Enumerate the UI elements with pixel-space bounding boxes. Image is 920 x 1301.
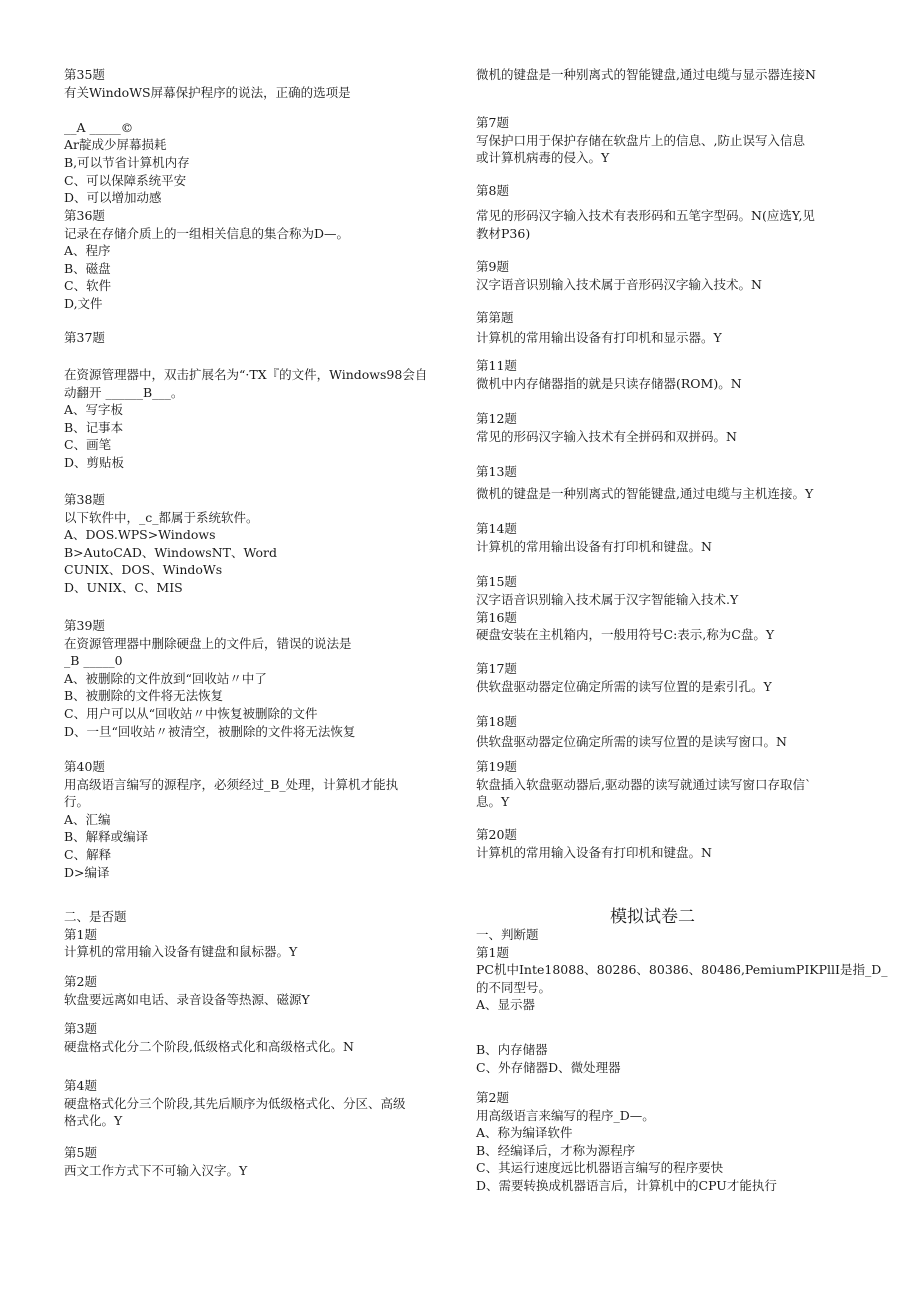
- text-line: 硬盘安装在主机箱内，一般用符号C:表示,称为C盘。Y: [476, 627, 775, 643]
- question-block-j13: [476, 463, 886, 481]
- text-line: _B _____0: [64, 653, 123, 669]
- text-line: A、写字板: [64, 402, 124, 418]
- text-line: 一、判断题: [476, 927, 539, 942]
- question-block-q36: [64, 207, 464, 313]
- text-line: 动翻开 ______B___。: [64, 384, 184, 400]
- text-line: B>AutoCAD、WindowsNT、Word: [64, 544, 277, 560]
- text-line: C、可以保障系统平安: [64, 172, 187, 188]
- text-line: 有关WindoWS屏幕保护程序的说法，正确的选项是: [64, 84, 351, 100]
- question-block-j12: [476, 410, 886, 445]
- text-line: 第13题: [476, 464, 517, 479]
- text-line: B、解释或编译: [64, 829, 149, 845]
- question-block-j19: [476, 758, 886, 811]
- text-line: 第38题: [64, 492, 105, 507]
- question-block-j17: [476, 660, 886, 695]
- text-line: 在资源管理器中删除硬盘上的文件后，错误的说法是: [64, 635, 352, 651]
- text-line: 微机中内存储器指的就是只读存储器(ROM)。N: [476, 375, 742, 391]
- text-line: C、其运行速度远比机器语言编写的程序要快: [476, 1160, 724, 1176]
- text-line: 供软盘驱动器定位确定所需的读写位置的是读写窗口。N: [476, 734, 787, 749]
- text-line: 用高级语言编写的源程序，必须经过_B_处理，计算机才能执: [64, 776, 399, 792]
- text-line: 第12题: [476, 411, 517, 426]
- text-line: D、剪贴板: [64, 454, 125, 470]
- text-line: 教材P36): [476, 225, 531, 241]
- text-line: 的不同型号。: [476, 979, 552, 995]
- text-line: 第2题: [476, 1090, 509, 1105]
- question-block-j14: [476, 520, 886, 555]
- question-block-j13b: [476, 485, 886, 503]
- text-line: 第16题: [476, 609, 517, 625]
- text-line: 二、是否题: [64, 909, 127, 924]
- text-line: 第8题: [476, 183, 509, 198]
- text-line: __A _____©: [64, 119, 134, 135]
- question-block-q35: [64, 66, 464, 207]
- text-line: 写保护口用于保护存储在软盘片上的信息、,防止误写入信息: [476, 132, 805, 148]
- question-block-j9: [476, 258, 886, 293]
- text-line: B、被删除的文件将无法恢复: [64, 688, 224, 704]
- text-line: 第2题: [64, 974, 97, 989]
- text-line: A、汇编: [64, 811, 111, 827]
- text-line: 第18题: [476, 714, 517, 729]
- text-line: 供软盘驱动器定位确定所需的读写位置的是索引孔。Y: [476, 678, 772, 694]
- question-block-j10b: [476, 329, 886, 347]
- text-line: 以下软件中，_c_都属于系统软件。: [64, 509, 259, 525]
- text-line: 第39题: [64, 618, 105, 633]
- question-block-j3: [64, 1020, 464, 1055]
- text-line: C、解释: [64, 846, 112, 862]
- question-block-j20: [476, 826, 886, 861]
- text-line: 行。: [64, 794, 90, 810]
- text-line: 计算机的常用输入设备有键盘和鼠标器。Y: [64, 944, 298, 960]
- text-line: Ar靛成少屏幕损耗: [64, 137, 167, 153]
- text-line: B、磁盘: [64, 260, 111, 276]
- text-line: D、可以增加动感: [64, 190, 162, 206]
- question-block-j8: [476, 182, 886, 200]
- text-line: B,可以节省计算机内存: [64, 154, 190, 170]
- text-line: C、画笔: [64, 437, 112, 453]
- text-line: C、外存储器D、微处理器: [476, 1059, 621, 1075]
- text-line: 硬盘格式化分二个阶段,低级格式化和高级格式化。N: [64, 1038, 354, 1054]
- text-line: 微机的键盘是一种别离式的智能键盘,通过电缆与主机连接。Y: [476, 486, 814, 501]
- exam-title: 模拟试卷二: [610, 907, 695, 927]
- question-block-j4: [64, 1077, 464, 1130]
- text-line: 计算机的常用输出设备有打印机和键盘。N: [476, 538, 712, 554]
- text-line: 息。Y: [476, 794, 510, 810]
- text-line: 第35题: [64, 67, 105, 82]
- text-line: 汉字语音识别输入技术属于汉字智能输入技术.Y: [476, 592, 739, 607]
- text-line: 在资源管理器中，双击扩展名为“·TX『的文件，Windows98会自: [64, 367, 428, 382]
- text-line: 硬盘格式化分三个阶段,其先后顺序为低级格式化、分区、高级: [64, 1095, 406, 1111]
- text-line: B、记事本: [64, 419, 124, 435]
- text-line: A、被删除的文件放到“回收站〃中了: [64, 670, 267, 686]
- text-line: 第14题: [476, 521, 517, 536]
- text-line: 第15题: [476, 574, 517, 589]
- text-line: C、软件: [64, 278, 112, 294]
- text-line: 第19题: [476, 759, 517, 774]
- text-line: A、显示器: [476, 997, 536, 1013]
- text-line: A、称为编译软件: [476, 1125, 573, 1141]
- question-block-sec2: [64, 908, 464, 961]
- text-line: 记录在存储介质上的一组相关信息的集合称为D—。: [64, 225, 350, 241]
- text-line: 第5题: [64, 1145, 97, 1160]
- question-block-k2: [476, 1089, 886, 1195]
- text-line: 第7题: [476, 115, 509, 130]
- text-line: 第1题: [476, 944, 509, 960]
- text-line: 汉字语音识别输入技术属于音形码汉字输入技术。N: [476, 276, 762, 292]
- text-line: A、程序: [64, 243, 111, 259]
- text-line: 第4题: [64, 1078, 97, 1093]
- question-block-q39: [64, 617, 464, 740]
- text-line: 第40题: [64, 759, 105, 774]
- text-line: B、内存储器: [476, 1042, 548, 1057]
- question-block-sec1: [476, 926, 886, 1014]
- text-line: A、DOS.WPS>Windows: [64, 527, 216, 543]
- question-block-j18: [476, 713, 886, 731]
- question-block-j7: [476, 114, 886, 167]
- text-line: 第36题: [64, 208, 105, 223]
- text-line: 微机的键盘是一种别离式的智能键盘,通过电缆与显示器连接N: [476, 67, 816, 82]
- question-block-j2: [64, 973, 464, 1008]
- text-line: D、一旦“回收站〃被清空，被删除的文件将无法恢复: [64, 723, 356, 739]
- question-block-j10: [476, 309, 886, 327]
- text-line: 计算机的常用输出设备有打印机和显示器。Y: [476, 330, 722, 345]
- text-line: D、需要转换成机器语言后，计算机中的CPU才能执行: [476, 1177, 777, 1193]
- question-block-j5: [64, 1144, 464, 1179]
- text-line: CUNIX、DOS、WindoWs: [64, 562, 223, 578]
- question-block-j15: [476, 573, 886, 591]
- text-line: PC机中Inte18088、80286、80386、80486,PemiumPIKPllI是指_D_: [476, 962, 888, 978]
- text-line: 格式化。Y: [64, 1113, 123, 1129]
- question-block-j18b: [476, 733, 886, 751]
- text-line: 第11题: [476, 358, 517, 373]
- question-block-q38: [64, 491, 464, 597]
- text-line: D>编译: [64, 864, 110, 880]
- question-block-q37b: [64, 366, 464, 472]
- text-line: 第3题: [64, 1021, 97, 1036]
- question-block-q37: [64, 329, 464, 347]
- text-line: 第9题: [476, 259, 509, 274]
- text-line: 第1题: [64, 926, 97, 942]
- text-line: 常见的形码汉字输入技术有全拼码和双拼码。N: [476, 428, 737, 444]
- question-block-j11: [476, 357, 886, 392]
- question-block-j15b: [476, 591, 886, 644]
- text-line: 西文工作方式下不可输入汉字。Y: [64, 1162, 248, 1178]
- text-line: D,文件: [64, 295, 103, 311]
- question-block-k1b: [476, 1041, 886, 1076]
- text-line: 第37题: [64, 330, 105, 345]
- text-line: 或计算机病毒的侵入。Y: [476, 150, 610, 166]
- text-line: B、经编译后，才称为源程序: [476, 1142, 636, 1158]
- text-line: 软盘插入软盘驱动器后,驱动器的读写就通过读写窗口存取信`: [476, 776, 812, 792]
- text-line: D、UNIX、C、MIS: [64, 579, 183, 595]
- text-line: 用高级语言来编写的程序_D—。: [476, 1107, 655, 1123]
- question-block-q40: [64, 758, 464, 881]
- text-line: 第第题: [476, 310, 514, 325]
- text-line: 常见的形码汉字输入技术有表形码和五笔字型码。N(应选Y,见: [476, 208, 815, 223]
- text-line: 第17题: [476, 661, 517, 676]
- question-block-j8b: [476, 207, 886, 242]
- text-line: 计算机的常用输入设备有打印机和键盘。N: [476, 844, 712, 860]
- text-line: 软盘要远离如电话、录音设备等热源、磁源Y: [64, 991, 310, 1007]
- text-line: [64, 101, 464, 119]
- text-line: C、用户可以从“回收站〃中恢复被删除的文件: [64, 705, 318, 721]
- text-line: 第20题: [476, 827, 517, 842]
- question-block-j6: [476, 66, 886, 84]
